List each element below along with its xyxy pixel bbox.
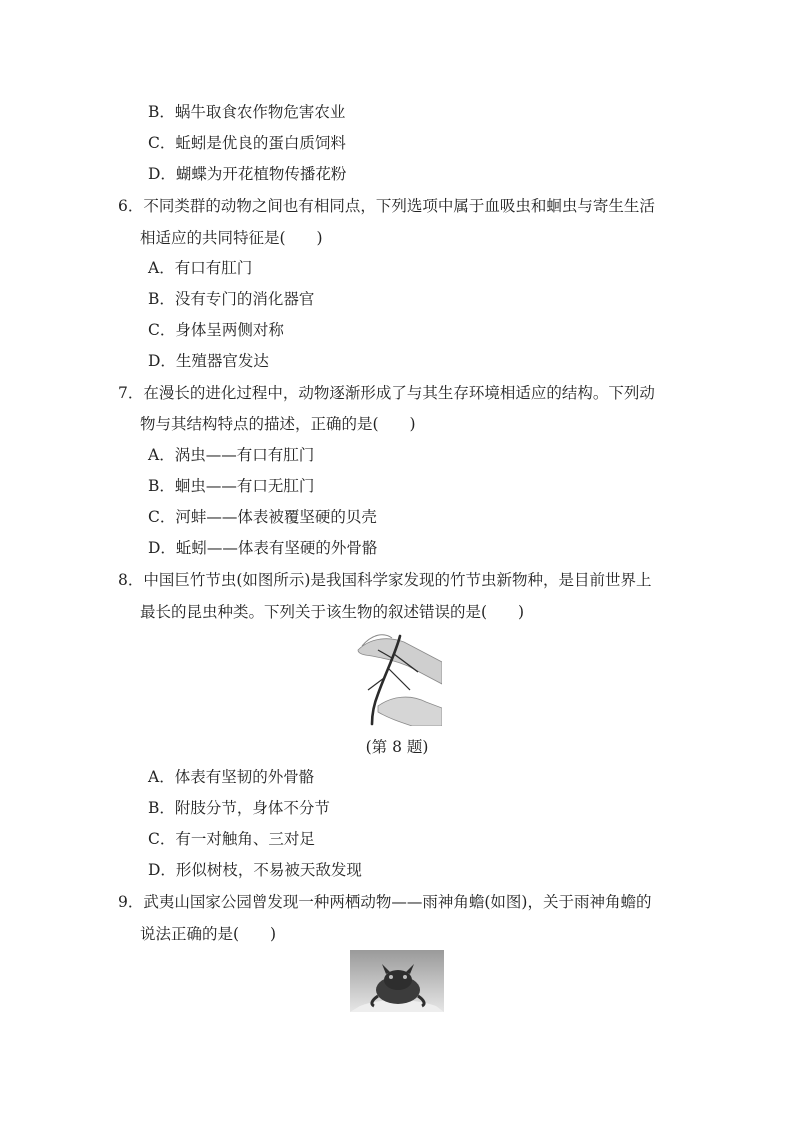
question-8-option-c: C．有一对触角、三对足 bbox=[148, 830, 315, 848]
horned-toad-photo bbox=[350, 950, 444, 1012]
question-7-option-d: D．蚯蚓——体表有坚硬的外骨骼 bbox=[148, 539, 378, 557]
question-9-stem-cont: 说法正确的是( ) bbox=[140, 925, 277, 943]
question-7-option-b: B．蛔虫——有口无肛门 bbox=[148, 477, 315, 495]
question-6-option-a: A．有口有肛门 bbox=[148, 259, 253, 277]
question-7-option-c: C．河蚌——体表被覆坚硬的贝壳 bbox=[148, 508, 377, 526]
question-6-option-d: D．生殖器官发达 bbox=[148, 352, 269, 370]
option-d: D．蝴蝶为开花植物传播花粉 bbox=[148, 165, 347, 183]
figure-caption: (第 8 题) bbox=[365, 738, 429, 756]
question-6-option-c: C．身体呈两侧对称 bbox=[148, 321, 284, 339]
question-6-stem-cont: 相适应的共同特征是( ) bbox=[140, 229, 323, 247]
question-7-option-a: A．涡虫——有口有肛门 bbox=[148, 446, 315, 464]
question-8-option-b: B．附肢分节，身体不分节 bbox=[148, 799, 330, 817]
question-8-option-d: D．形似树枝，不易被天敌发现 bbox=[148, 861, 362, 879]
stick-insect-photo bbox=[348, 632, 442, 726]
question-8-stem-cont: 最长的昆虫种类。下列关于该生物的叙述错误的是( ) bbox=[140, 603, 525, 621]
question-8-stem: 8．中国巨竹节虫(如图所示)是我国科学家发现的竹节虫新物种，是目前世界上 bbox=[118, 571, 652, 589]
question-7-stem-cont: 物与其结构特点的描述，正确的是( ) bbox=[140, 415, 416, 433]
question-9-stem: 9．武夷山国家公园曾发现一种两栖动物——雨神角蟾(如图)，关于雨神角蟾的 bbox=[118, 893, 652, 911]
question-7-stem: 7．在漫长的进化过程中，动物逐渐形成了与其生存环境相适应的结构。下列动 bbox=[118, 384, 655, 402]
question-6-option-b: B．没有专门的消化器官 bbox=[148, 290, 315, 308]
question-6-stem: 6．不同类群的动物之间也有相同点，下列选项中属于血吸虫和蛔虫与寄生生活 bbox=[118, 197, 655, 215]
question-8-option-a: A．体表有坚韧的外骨骼 bbox=[148, 768, 315, 786]
option-c: C．蚯蚓是优良的蛋白质饲料 bbox=[148, 134, 346, 152]
option-b: B．蜗牛取食农作物危害农业 bbox=[148, 103, 346, 121]
